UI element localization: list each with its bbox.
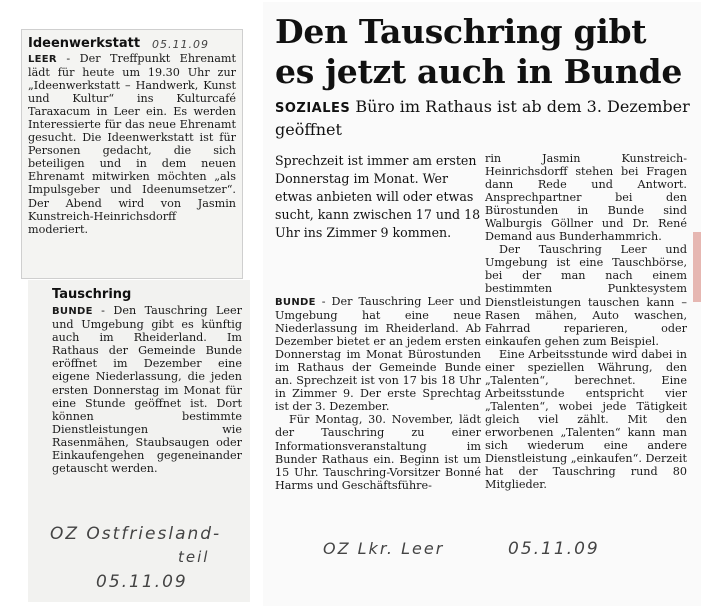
- kicker: LEER: [28, 54, 57, 65]
- clip-body: [52, 304, 242, 475]
- handwritten-source-cont: teil: [178, 548, 210, 566]
- handwritten-source: OZ Ostfriesland-: [50, 524, 222, 544]
- handwritten-source: OZ Lkr. Leer: [323, 539, 445, 558]
- handwritten-date: 05.11.09: [508, 539, 600, 559]
- scan-edge-artifact: [693, 232, 701, 302]
- article-column-2: [485, 152, 687, 491]
- article-headline: Den Tauschring gibt es jetzt auch in Bunde: [275, 12, 683, 91]
- kicker: BUNDE: [52, 306, 93, 317]
- article-column-1: [275, 295, 481, 492]
- clipping-ideenwerkstatt: [22, 30, 242, 278]
- kicker: BUNDE: [275, 297, 316, 308]
- column2-paragraph3: Eine Arbeitsstunde wird dabei in einer speziellen Währung, den „Talenten“, berechnet. Eine Arbeitsstunde entspricht vier „Talenten“, wobei jede Tätigkeit gleich viel zählt. Mit den erworbenen „Talenten“ kann man sich wiederum eine andere Dienstleistung „einkaufen“. Derzeit hat der Tauschring rund 80 Mitglieder.: [485, 347, 687, 492]
- clip-body: [28, 52, 236, 236]
- body-text: - Den Tauschring Leer und Umgebung gibt es künftig auch im Rheiderland. Im Rathaus der Gemeinde Bunde eröffnet im Dezember eine eigene Niederlassung, die jeden ersten Donnerstag im Monat für eine Stunde geöffnet ist. Dort können bestimmte Dienstleistungen wie Rasenmähen, Staubsaugen oder Einkaufengehen gegeneinander getauscht werden.: [52, 304, 242, 476]
- clipping-main-article: [263, 2, 701, 606]
- subheadline-text: Büro im Rathaus ist ab dem 3. Dezember geöffnet: [275, 97, 690, 139]
- section-tag: SOZIALES: [275, 101, 351, 116]
- handwritten-date: 05.11.09: [152, 38, 209, 51]
- column2-paragraph2: Der Tauschring Leer und Umgebung ist eine Tauschbörse, bei der man nach einem bestimmten Punktesystem Dienstleistungen tauschen kann – Rasen mähen, Auto waschen, Fahrrad reparieren, oder einkaufen gehen zum Beispiel.: [485, 243, 687, 348]
- intro-text: Sprechzeit ist immer am ersten Donnerstag im Monat. Wer etwas anbieten will oder etwas sucht, kann zwischen 17 und 18 Uhr ins Zimmer 9 kommen.: [275, 153, 481, 240]
- column1-paragraph2: Für Montag, 30. November, lädt der Tauschring zu einer Informationsveranstaltung im Bunder Rathaus ein. Beginn ist um 15 Uhr. Tauschring-Vorsitzer Bonné Harms und Geschäftsführe-: [275, 413, 481, 492]
- body-text: - Der Treffpunkt Ehrenamt lädt für heute um 19.30 Uhr zur „Ideenwerkstatt – Handwerk, Kunst und Kultur“ ins Kulturcafé Taraxacum in Leer ein. Es werden Interessierte für das neue Ehrenamt gesucht. Die Ideenwerkstatt ist für Personen gedacht, die sich beteiligen und in dem neuen Ehrenamt mitwirken möchten „als Impulsgeber und Ideenumsetzer“. Der Abend wird von Jasmin Kunstreich-Heinrichsdorff moderiert.: [28, 52, 236, 236]
- article-intro: [275, 152, 483, 242]
- clipping-tauschring: [28, 280, 250, 602]
- article-subheadline: [275, 96, 695, 140]
- handwritten-date: 05.11.09: [96, 572, 188, 592]
- clip-title: Tauschring: [52, 287, 132, 302]
- column2-paragraph1: rin Jasmin Kunstreich-Heinrichsdorff stehen bei Fragen dann Rede und Antwort. Ansprechpartner bei den Bürostunden in Bunde sind Walburgis Göllner und Dr. René Demand aus Bunderhammrich.: [485, 152, 687, 244]
- column1-paragraph1: - Der Tauschring Leer und Umgebung hat eine neue Niederlassung im Rheiderland. Ab Dezember bietet er an jedem ersten Donnerstag im Monat Bürostunden im Rathaus der Gemeinde Bunde an. Sprechzeit ist von 17 bis 18 Uhr in Zimmer 9. Der erste Sprechtag ist der 3. Dezember.: [275, 295, 481, 414]
- clip-title: Ideenwerkstatt: [28, 36, 141, 51]
